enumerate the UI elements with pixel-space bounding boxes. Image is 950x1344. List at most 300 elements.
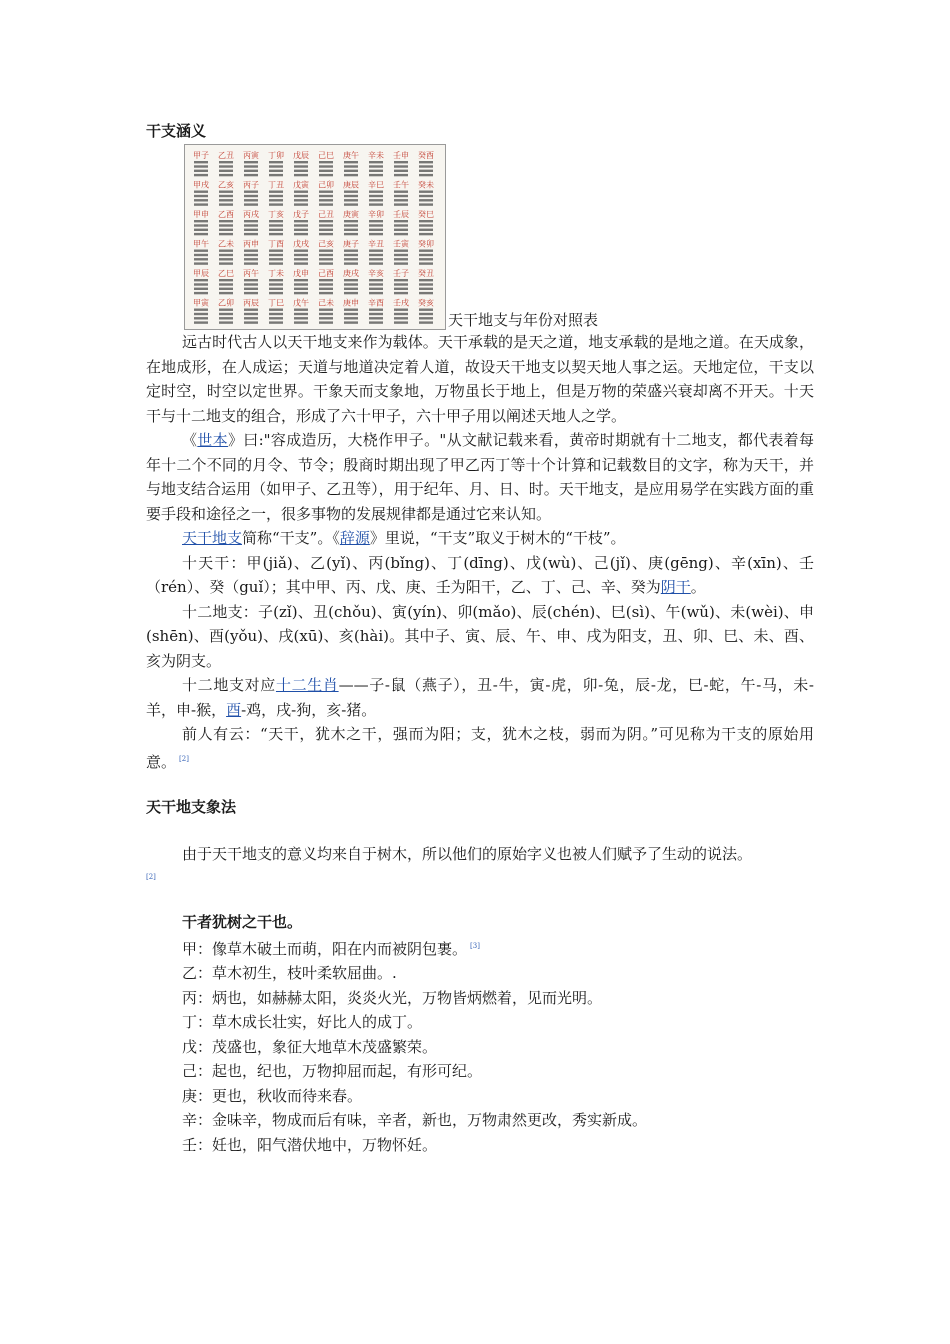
table-year-mark xyxy=(194,250,208,252)
table-year-mark xyxy=(244,233,258,235)
table-year-mark xyxy=(369,313,383,315)
table-year-mark xyxy=(269,220,283,222)
reference-2[interactable]: [2] xyxy=(179,754,189,763)
table-year-mark xyxy=(319,309,333,311)
table-year-mark xyxy=(294,229,308,231)
table-year-mark xyxy=(394,224,408,226)
table-year-mark xyxy=(194,313,208,315)
table-year-mark xyxy=(344,258,358,260)
stem-item xyxy=(146,961,814,986)
table-year-mark xyxy=(344,313,358,315)
table-year-mark xyxy=(269,309,283,311)
table-year-mark xyxy=(194,174,208,176)
table-year-mark xyxy=(394,233,408,235)
table-year-mark xyxy=(419,174,433,176)
table-year-mark xyxy=(419,317,433,319)
table-year-mark xyxy=(244,283,258,285)
table-year-mark xyxy=(319,161,333,163)
table-stem-branch-label: 癸丑 xyxy=(418,269,434,278)
table-year-mark xyxy=(194,292,208,294)
table-year-mark xyxy=(369,321,383,323)
table-year-mark xyxy=(269,283,283,285)
table-year-mark xyxy=(369,250,383,252)
table-stem-branch-label: 甲寅 xyxy=(193,298,209,308)
p4-post: 。 xyxy=(690,578,706,596)
table-year-mark xyxy=(419,220,433,222)
table-year-mark xyxy=(219,254,233,256)
ganzhi-table-graphic xyxy=(185,145,445,329)
paragraph-shiben xyxy=(146,428,814,526)
table-stem-branch-label: 甲子 xyxy=(193,151,209,160)
table-stem-branch-label: 甲申 xyxy=(193,210,209,219)
p2-text: 》曰:"容成造历，大桡作甲子。"从文献记载来看，黄帝时期就有十二地支，都代表着每年十二个不同的月令、节令；殷商时期出现了甲乙丙丁等十个计算和记载数目的文字，称为天干，并与地支结合运用（如甲子、乙丑等），用于纪年、月、日、时。天干地支，是应用易学在实践方面的重要手段和途径之一，很多事物的发展规律都是通过它来认知。 xyxy=(146,431,814,523)
table-year-mark xyxy=(369,317,383,319)
table-year-mark xyxy=(344,203,358,205)
table-year-mark xyxy=(369,233,383,235)
table-year-mark xyxy=(394,321,408,323)
table-year-mark xyxy=(219,313,233,315)
table-year-mark xyxy=(319,199,333,201)
table-stem-branch-label: 辛酉 xyxy=(368,298,384,308)
table-year-mark xyxy=(369,199,383,201)
table-year-mark xyxy=(294,317,308,319)
table-year-mark xyxy=(344,161,358,163)
table-year-mark xyxy=(344,199,358,201)
table-year-mark xyxy=(344,288,358,290)
table-stem-branch-label: 庚午 xyxy=(343,151,359,160)
table-stem-branch-label: 辛丑 xyxy=(368,239,384,249)
table-year-mark xyxy=(294,165,308,167)
table-year-mark xyxy=(244,220,258,222)
table-stem-branch-label: 丙辰 xyxy=(243,298,259,308)
table-year-mark xyxy=(319,321,333,323)
table-year-mark xyxy=(219,288,233,290)
table-stem-branch-label: 戊辰 xyxy=(293,151,309,160)
table-year-mark xyxy=(369,191,383,193)
table-stem-branch-label: 辛未 xyxy=(368,151,384,160)
table-stem-branch-label: 戊午 xyxy=(293,298,309,308)
table-year-mark xyxy=(294,170,308,172)
table-year-mark xyxy=(269,313,283,315)
table-year-mark xyxy=(219,258,233,260)
table-year-mark xyxy=(344,254,358,256)
table-year-mark xyxy=(419,165,433,167)
table-year-mark xyxy=(319,250,333,252)
table-year-mark xyxy=(394,165,408,167)
table-year-mark xyxy=(344,317,358,319)
stem-item-text: 辛：金味辛，物成而后有味，辛者，新也，万物肃然更改，秀实新成。 xyxy=(182,1111,648,1129)
stem-item-text: 庚：更也，秋收而待来春。 xyxy=(182,1086,363,1105)
table-year-mark xyxy=(294,309,308,311)
table-year-mark xyxy=(269,199,283,201)
table-year-mark xyxy=(369,292,383,294)
p7-text: 前人有云：“天干，犹木之干，强而为阳；支，犹木之枝，弱而为阴。”可见称为干支的原始用意。 xyxy=(146,725,814,771)
table-year-mark xyxy=(394,292,408,294)
link-tiangan-dizhi[interactable]: 天干地支 xyxy=(182,529,243,547)
table-year-mark xyxy=(369,174,383,176)
table-year-mark xyxy=(269,321,283,323)
table-year-mark xyxy=(394,250,408,252)
p2-prefix: 《 xyxy=(182,431,198,449)
table-year-mark xyxy=(194,170,208,172)
table-year-mark xyxy=(194,258,208,260)
table-stem-branch-label: 丁丑 xyxy=(268,180,284,190)
table-stem-branch-label: 癸酉 xyxy=(418,151,434,160)
table-year-mark xyxy=(244,195,258,197)
paragraph-abbreviation xyxy=(146,526,814,551)
table-year-mark xyxy=(269,258,283,260)
table-year-mark xyxy=(319,258,333,260)
table-year-mark xyxy=(344,309,358,311)
table-year-mark xyxy=(419,191,433,193)
table-year-mark xyxy=(244,279,258,281)
table-year-mark xyxy=(419,170,433,172)
reference-3[interactable]: [3] xyxy=(470,941,480,950)
table-year-mark xyxy=(344,229,358,231)
table-year-mark xyxy=(369,283,383,285)
stem-item xyxy=(146,1133,814,1158)
p3-mid: 简称“干支”。《 xyxy=(242,529,340,547)
document-page xyxy=(146,120,814,1157)
table-year-mark xyxy=(419,292,433,294)
table-stem-branch-label: 癸未 xyxy=(418,180,434,190)
table-stem-branch-label: 辛卯 xyxy=(368,210,384,219)
table-year-mark xyxy=(319,283,333,285)
stem-item xyxy=(146,1059,814,1084)
table-year-mark xyxy=(319,229,333,231)
p6-prefix: 十二地支对应 xyxy=(182,676,276,694)
p3-post: 》里说，“干支”取义于树木的“干枝”。 xyxy=(369,529,626,547)
table-stem-branch-label: 癸巳 xyxy=(418,210,434,219)
table-year-mark xyxy=(394,317,408,319)
table-year-mark xyxy=(194,317,208,319)
table-stem-branch-label: 壬申 xyxy=(393,151,409,160)
table-stem-branch-label: 乙未 xyxy=(218,239,234,249)
table-year-mark xyxy=(369,224,383,226)
table-year-mark xyxy=(219,203,233,205)
table-year-mark xyxy=(219,317,233,319)
table-year-mark xyxy=(394,279,408,281)
table-year-mark xyxy=(294,262,308,264)
table-year-mark xyxy=(269,254,283,256)
table-year-mark xyxy=(394,220,408,222)
table-stem-branch-label: 壬寅 xyxy=(393,239,409,249)
table-year-mark xyxy=(269,292,283,294)
p4-text: 十天干：甲(jiǎ)、乙(yǐ)、丙(bǐng)、丁(dīng)、戊(wù)、己(jǐ)、庚(gēng)、辛(xīn)、壬（rén）、癸（guǐ）；其中甲、丙、戊、庚、壬为阳干，乙、丁、己、辛、癸为 xyxy=(146,553,814,596)
table-year-mark xyxy=(219,229,233,231)
table-year-mark xyxy=(244,309,258,311)
table-year-mark xyxy=(294,224,308,226)
table-year-mark xyxy=(394,288,408,290)
table-year-mark xyxy=(319,313,333,315)
table-year-mark xyxy=(369,279,383,281)
table-year-mark xyxy=(244,258,258,260)
stem-item-text: 丙：炳也，如赫赫太阳，炎炎火光，万物皆炳燃着，见而光明。 xyxy=(182,988,603,1007)
table-year-mark xyxy=(219,174,233,176)
table-year-mark xyxy=(369,161,383,163)
table-stem-branch-label: 乙卯 xyxy=(218,298,234,308)
table-year-mark xyxy=(294,191,308,193)
paragraph-ancients-say xyxy=(146,722,814,774)
subheading-trunk: 干者犹树之干也。 xyxy=(182,912,303,931)
table-year-mark xyxy=(244,321,258,323)
table-year-mark xyxy=(319,220,333,222)
table-year-mark xyxy=(319,254,333,256)
table-year-mark xyxy=(319,292,333,294)
ganzhi-year-table-image xyxy=(184,144,446,330)
link-shiben[interactable]: 世本 xyxy=(197,431,228,449)
table-year-mark xyxy=(294,199,308,201)
table-year-mark xyxy=(269,191,283,193)
table-year-mark xyxy=(194,161,208,163)
table-year-mark xyxy=(294,279,308,281)
paragraph-origin: 远古时代古人以天干地支来作为载体。天干承载的是天之道，地支承载的是地之道。在天成象，在地成形，在人成运；天道与地道决定着人道，故设天干地支以契天地人事之运。天地定位，干支以定时空，时空以定世界。干象天而支象地，万物虽长于地上，但是万物的荣盛兴衰却离不开天。十天干与十二地支的组合，形成了六十甲子，六十甲子用以阐述天地人之学。 xyxy=(146,333,814,425)
table-year-mark xyxy=(219,224,233,226)
table-year-mark xyxy=(269,195,283,197)
stem-item-text: 乙：草木初生，枝叶柔软屈曲。. xyxy=(182,964,397,982)
paragraph-xiangfa-intro xyxy=(146,842,814,867)
table-year-mark xyxy=(394,203,408,205)
table-year-mark xyxy=(244,313,258,315)
table-year-mark xyxy=(394,161,408,163)
table-stem-branch-label: 己未 xyxy=(318,298,334,308)
table-year-mark xyxy=(244,165,258,167)
table-year-mark xyxy=(319,191,333,193)
table-year-mark xyxy=(344,191,358,193)
table-year-mark xyxy=(344,279,358,281)
p6-mid: ——子-鼠（燕子），丑-牛，寅-虎，卯-兔，辰-龙，巳-蛇，午-马，未-羊，申-猴， xyxy=(146,676,814,719)
table-stem-branch-label: 乙巳 xyxy=(218,269,234,278)
table-stem-branch-label: 庚辰 xyxy=(343,180,359,190)
table-year-mark xyxy=(219,321,233,323)
table-stem-branch-label: 己丑 xyxy=(318,210,334,219)
table-year-mark xyxy=(269,203,283,205)
table-year-mark xyxy=(319,317,333,319)
table-year-mark xyxy=(344,321,358,323)
table-year-mark xyxy=(419,203,433,205)
table-year-mark xyxy=(319,165,333,167)
section-title-ganzhi-meaning: 干支涵义 xyxy=(146,122,207,140)
table-year-mark xyxy=(394,229,408,231)
link-you[interactable]: 酉 xyxy=(226,700,242,719)
table-year-mark xyxy=(419,321,433,323)
stem-item-text: 甲：像草木破土而萌，阳在内而被阴包裹。 xyxy=(182,939,468,958)
table-year-mark xyxy=(219,292,233,294)
table-stem-branch-label: 戊子 xyxy=(293,210,309,219)
table-year-mark xyxy=(244,191,258,193)
table-year-mark xyxy=(319,262,333,264)
table-year-mark xyxy=(344,174,358,176)
table-stem-branch-label: 己巳 xyxy=(318,151,334,160)
table-stem-branch-label: 庚子 xyxy=(343,239,359,249)
table-stem-branch-label: 壬午 xyxy=(393,180,409,190)
table-stem-branch-label: 乙亥 xyxy=(218,180,234,190)
table-year-mark xyxy=(294,233,308,235)
table-year-mark xyxy=(419,288,433,290)
stem-item-text: 壬：妊也，阳气潜伏地中，万物怀妊。 xyxy=(182,1135,438,1154)
table-year-mark xyxy=(269,317,283,319)
table-year-mark xyxy=(269,224,283,226)
table-year-mark xyxy=(219,199,233,201)
table-year-mark xyxy=(394,309,408,311)
table-year-mark xyxy=(419,254,433,256)
table-year-mark xyxy=(194,233,208,235)
table-year-mark xyxy=(419,195,433,197)
paragraph-ten-stems xyxy=(146,551,814,600)
table-year-mark xyxy=(394,283,408,285)
table-year-mark xyxy=(419,309,433,311)
stem-item-text: 丁：草木成长壮实，好比人的成丁。 xyxy=(182,1013,423,1031)
table-year-mark xyxy=(269,165,283,167)
table-year-mark xyxy=(369,203,383,205)
table-year-mark xyxy=(194,262,208,264)
table-year-mark xyxy=(269,170,283,172)
table-year-mark xyxy=(244,161,258,163)
link-yingan[interactable]: 阴干 xyxy=(660,578,691,596)
table-stem-branch-label: 己酉 xyxy=(318,269,334,278)
table-year-mark xyxy=(319,174,333,176)
section-title-xiangfa: 天干地支象法 xyxy=(146,798,237,816)
table-year-mark xyxy=(319,170,333,172)
stem-item xyxy=(146,934,814,962)
table-year-mark xyxy=(319,203,333,205)
stem-item-text: 戊：茂盛也，象征大地草木茂盛繁荣。 xyxy=(182,1037,438,1056)
table-year-mark xyxy=(394,170,408,172)
link-twelve-zodiac[interactable]: 十二生肖 xyxy=(275,676,339,694)
xiangfa-intro-text: 由于天干地支的意义均来自于树木，所以他们的原始字义也被人们赋予了生动的说法。 xyxy=(182,845,753,863)
table-year-mark xyxy=(344,165,358,167)
stem-item-text: 己：起也，纪也，万物抑屈而起，有形可纪。 xyxy=(182,1062,483,1080)
table-year-mark xyxy=(419,262,433,264)
table-year-mark xyxy=(369,254,383,256)
table-year-mark xyxy=(319,195,333,197)
table-stem-branch-label: 壬辰 xyxy=(393,210,409,219)
table-stem-branch-label: 丁酉 xyxy=(268,239,284,249)
table-year-mark xyxy=(244,292,258,294)
table-year-mark xyxy=(394,262,408,264)
table-year-mark xyxy=(244,224,258,226)
table-year-mark xyxy=(419,258,433,260)
table-year-mark xyxy=(319,233,333,235)
table-year-mark xyxy=(294,220,308,222)
table-year-mark xyxy=(394,258,408,260)
stem-item xyxy=(146,1035,814,1060)
table-stem-branch-label: 甲辰 xyxy=(193,269,209,278)
table-stem-branch-label: 甲戌 xyxy=(193,180,209,190)
table-stem-branch-label: 乙丑 xyxy=(218,151,234,160)
table-year-mark xyxy=(194,220,208,222)
table-year-mark xyxy=(419,313,433,315)
table-year-mark xyxy=(294,292,308,294)
table-year-mark xyxy=(194,224,208,226)
table-year-mark xyxy=(369,288,383,290)
table-year-mark xyxy=(394,199,408,201)
table-year-mark xyxy=(394,195,408,197)
table-year-mark xyxy=(369,309,383,311)
paragraph-zodiac xyxy=(146,673,814,722)
table-year-mark xyxy=(244,250,258,252)
table-year-mark xyxy=(344,170,358,172)
table-year-mark xyxy=(294,203,308,205)
table-year-mark xyxy=(244,317,258,319)
table-year-mark xyxy=(369,262,383,264)
stem-item xyxy=(146,1108,814,1133)
table-year-mark xyxy=(394,174,408,176)
table-year-mark xyxy=(219,220,233,222)
stem-item xyxy=(146,986,814,1011)
table-year-mark xyxy=(419,229,433,231)
table-year-mark xyxy=(269,250,283,252)
table-year-mark xyxy=(269,229,283,231)
table-year-mark xyxy=(219,262,233,264)
table-year-mark xyxy=(269,161,283,163)
table-year-mark xyxy=(344,292,358,294)
table-year-mark xyxy=(244,174,258,176)
table-stem-branch-label: 癸亥 xyxy=(418,298,434,308)
table-year-mark xyxy=(269,262,283,264)
link-ciyuan[interactable]: 辞源 xyxy=(339,529,370,547)
figure-row xyxy=(184,144,814,330)
p6-post: -鸡，戌-狗，亥-猪。 xyxy=(241,700,377,719)
table-year-mark xyxy=(244,199,258,201)
table-year-mark xyxy=(294,254,308,256)
table-stem-branch-label: 辛巳 xyxy=(368,180,384,190)
table-year-mark xyxy=(294,313,308,315)
reference-2b[interactable]: [2] xyxy=(146,872,156,881)
table-year-mark xyxy=(194,203,208,205)
table-year-mark xyxy=(194,191,208,193)
table-year-mark xyxy=(194,288,208,290)
table-year-mark xyxy=(419,161,433,163)
table-year-mark xyxy=(419,279,433,281)
table-year-mark xyxy=(344,224,358,226)
table-year-mark xyxy=(219,195,233,197)
paragraph-twelve-branches: 十二地支：子(zǐ)、丑(chǒu)、寅(yín)、卯(mǎo)、辰(chén)、巳(sì)、午(wǔ)、未(wèi)、申(shēn)、酉(yǒu)、戌(xū)、亥(hài)。其中子、寅、辰、午、申、戌为阳支，丑、卯、巳、未、酉、亥为阴支。 xyxy=(146,602,814,670)
table-year-mark xyxy=(394,313,408,315)
table-stem-branch-label: 辛亥 xyxy=(368,269,384,278)
table-stem-branch-label: 甲午 xyxy=(193,239,209,249)
table-year-mark xyxy=(344,250,358,252)
table-year-mark xyxy=(219,250,233,252)
table-stem-branch-label: 丁亥 xyxy=(268,210,284,219)
table-stem-branch-label: 丙申 xyxy=(243,239,259,249)
table-stem-branch-label: 丁巳 xyxy=(268,298,284,308)
table-stem-branch-label: 庚寅 xyxy=(343,210,359,219)
table-year-mark xyxy=(219,309,233,311)
table-year-mark xyxy=(394,191,408,193)
stem-item xyxy=(146,1010,814,1035)
table-stem-branch-label: 丙戌 xyxy=(243,210,259,219)
table-year-mark xyxy=(194,199,208,201)
table-stem-branch-label: 戊寅 xyxy=(293,180,309,190)
table-stem-branch-label: 丁未 xyxy=(268,269,284,278)
table-stem-branch-label: 己亥 xyxy=(318,239,334,249)
table-year-mark xyxy=(244,254,258,256)
table-year-mark xyxy=(294,161,308,163)
table-stem-branch-label: 乙酉 xyxy=(218,210,234,219)
table-year-mark xyxy=(294,258,308,260)
table-year-mark xyxy=(419,250,433,252)
table-year-mark xyxy=(369,258,383,260)
table-year-mark xyxy=(419,283,433,285)
stem-list xyxy=(146,934,814,1158)
table-year-mark xyxy=(369,229,383,231)
table-year-mark xyxy=(194,165,208,167)
table-year-mark xyxy=(194,229,208,231)
table-year-mark xyxy=(269,288,283,290)
table-year-mark xyxy=(344,220,358,222)
table-year-mark xyxy=(219,283,233,285)
